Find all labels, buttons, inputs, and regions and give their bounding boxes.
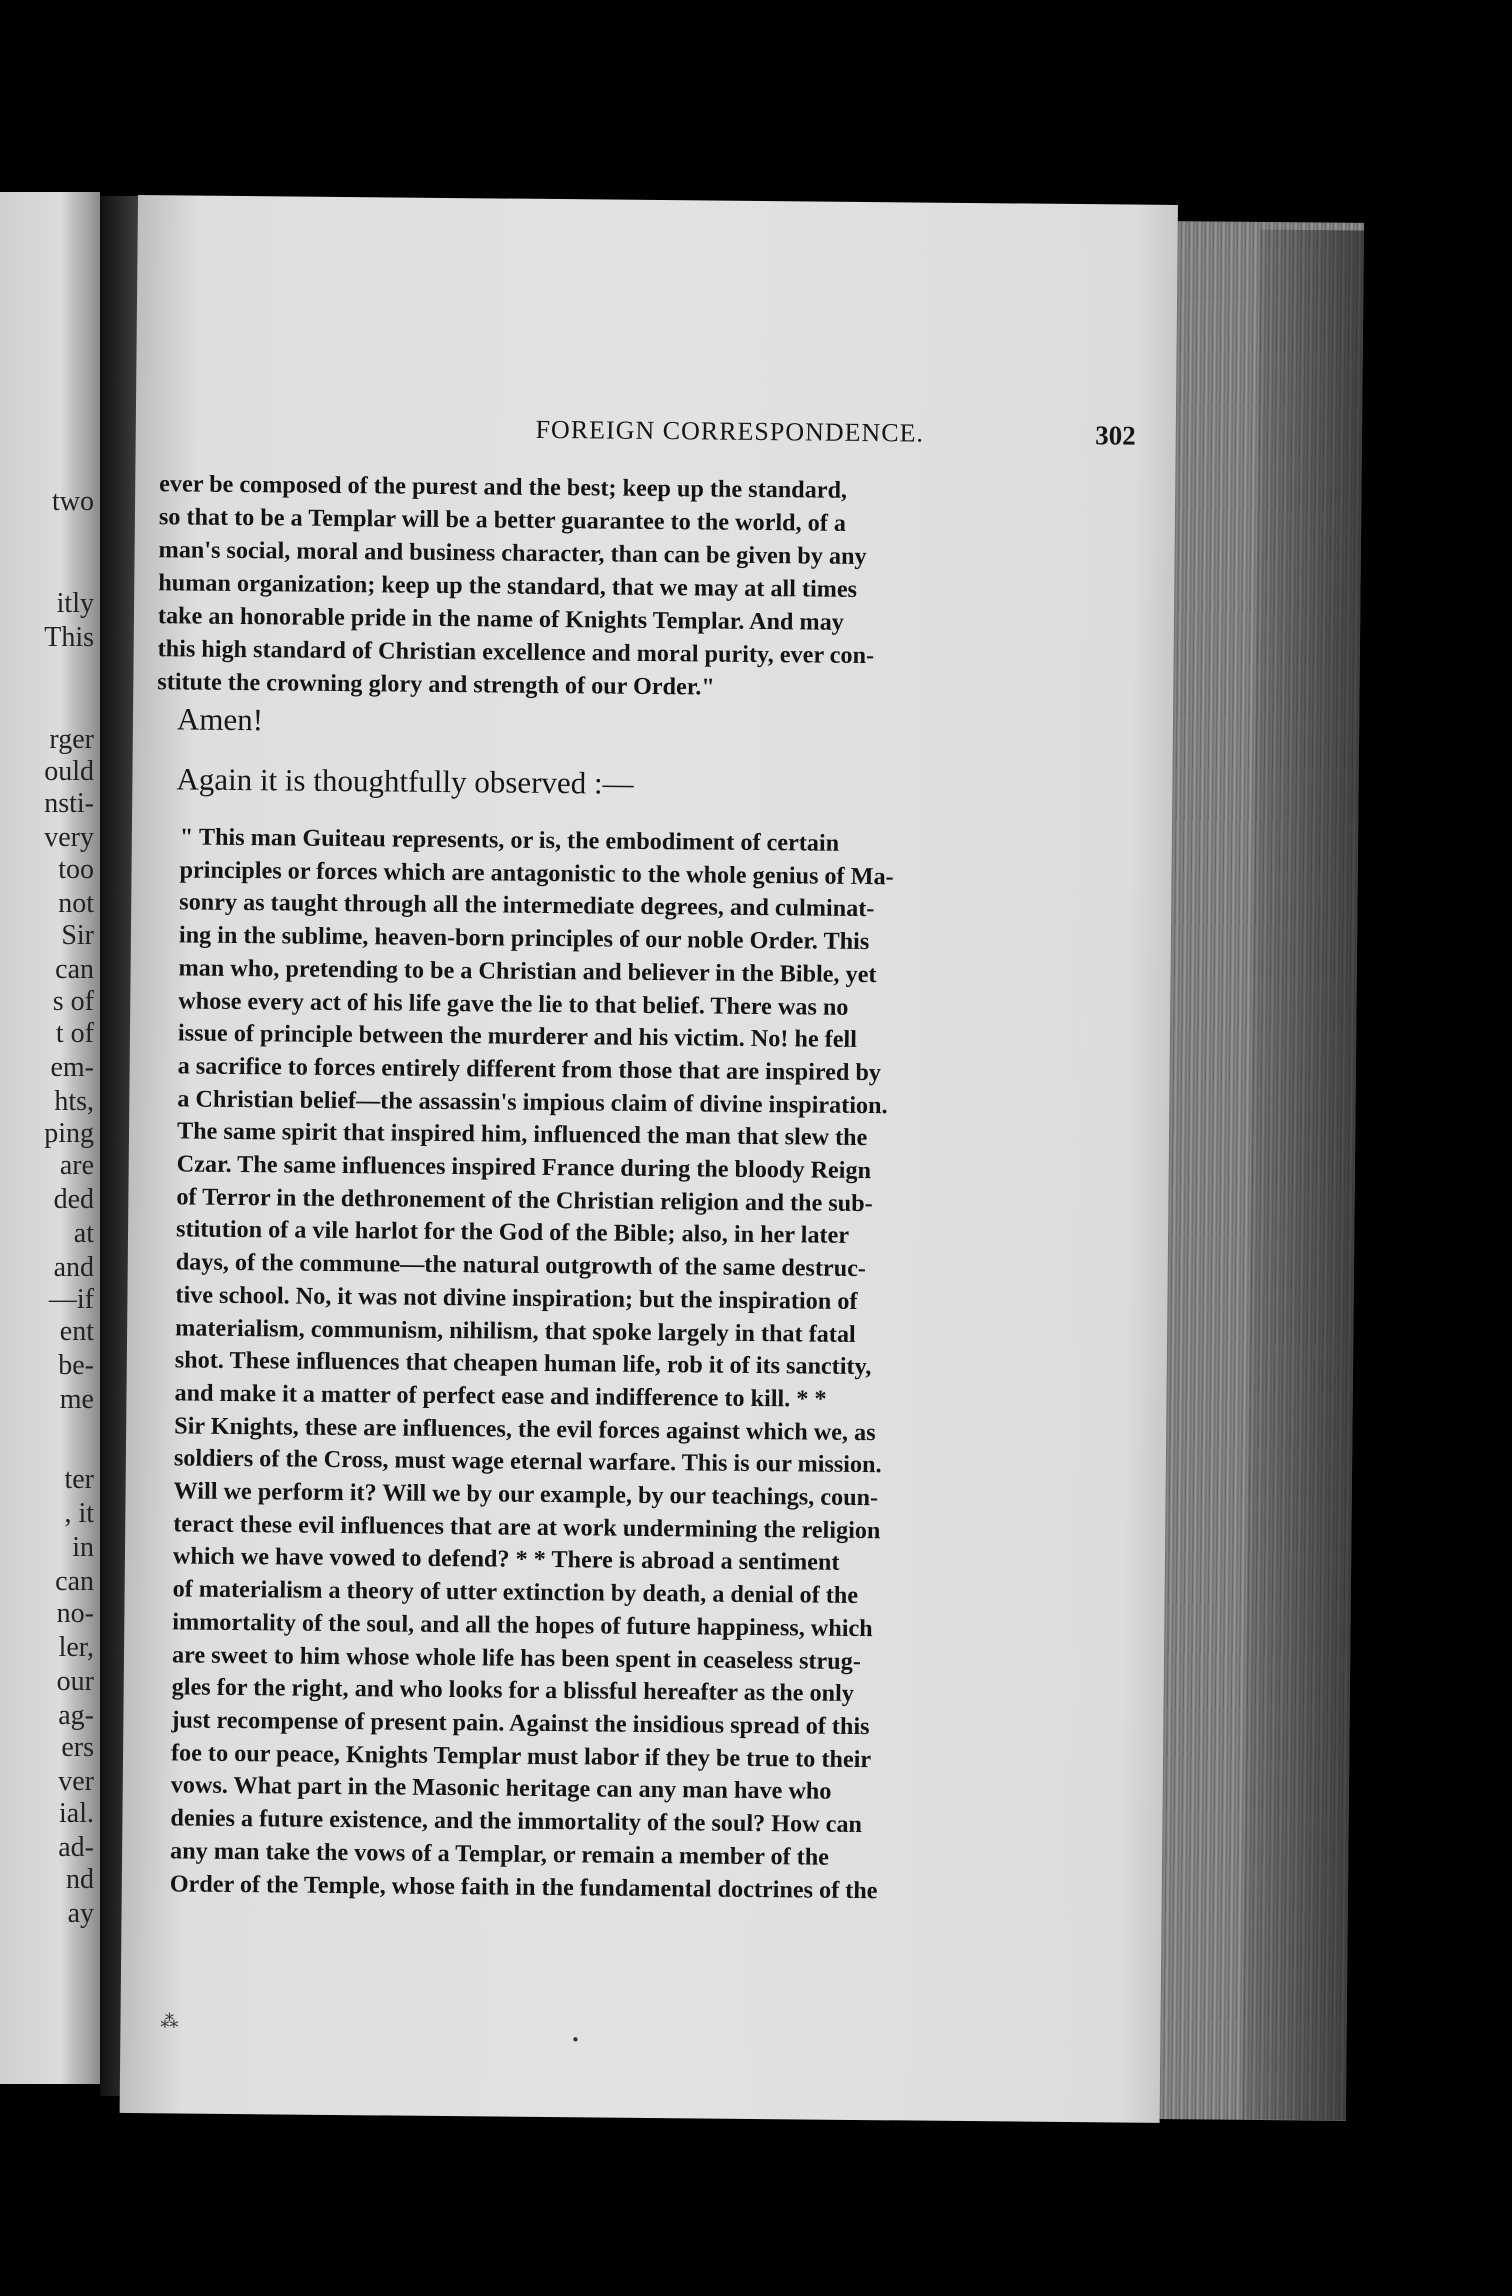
quote2-line: a Christian belief—the assassin's impious claim of divine inspiration.	[177, 1085, 888, 1119]
quote2-line: issue of principle between the murderer and his victim. No! he fell	[177, 1019, 858, 1054]
left-page-fragment: ay	[67, 1898, 94, 1929]
left-page-fragment: nd	[66, 1864, 94, 1895]
quote2-line: days, of the commune—the natural outgrowth of the same destruc-	[175, 1248, 867, 1283]
left-page-fragment: at	[73, 1218, 94, 1249]
left-page-fragment: no-	[56, 1598, 94, 1629]
quote2-line: of Terror in the dethronement of the Christian religion and the sub-	[176, 1183, 873, 1217]
quote2-line: principles or forces which are antagonistic to the whole genius of Ma-	[179, 856, 894, 890]
left-page-fragment: ping	[44, 1118, 94, 1149]
left-page-fragment: t of	[55, 1018, 94, 1049]
left-page-fragment: ers	[61, 1732, 94, 1763]
left-page-edge	[0, 192, 100, 2084]
quote2-line: shot. These influences that cheapen human life, rob it of its sanctity,	[174, 1346, 872, 1381]
page-number: 302	[1095, 420, 1136, 451]
quote1-line: human organization; keep up the standard, that we may at all times	[158, 569, 858, 603]
quote2-line: which we have vowed to defend? * * There is abroad a sentiment	[172, 1542, 840, 1577]
quote2-line: The same spirit that inspired him, influenced the man that slew the	[176, 1117, 868, 1152]
quote2-line: and make it a matter of perfect ease and indifference to kill. * *	[174, 1379, 827, 1413]
quote2-line: denies a future existence, and the immortality of the soul? How can	[170, 1804, 863, 1839]
left-page-fragment: ter	[64, 1464, 94, 1495]
left-page-fragment: are	[59, 1150, 94, 1181]
quote1-line: stitute the crowning glory and strength of our Order."	[157, 668, 715, 701]
left-page-fragment: too	[58, 854, 94, 885]
stray-mark: ⁂	[160, 2011, 179, 2032]
left-page-fragment: can	[55, 954, 94, 985]
left-page-fragment: ad-	[58, 1832, 94, 1863]
quote2-line: man who, pretending to be a Christian and believer in the Bible, yet	[178, 954, 877, 988]
left-page-fragment: This	[44, 622, 94, 653]
quote-paragraph-1	[157, 467, 1111, 707]
quote2-line: of materialism a theory of utter extinction by death, a denial of the	[172, 1575, 859, 1610]
quote1-line: ever be composed of the purest and the best; keep up the standard,	[159, 470, 848, 504]
left-page-fragment: in	[72, 1532, 94, 1563]
quote1-line: so that to be a Templar will be a better guarantee to the world, of a	[158, 503, 847, 537]
quote2-line: Order of the Temple, whose faith in the fundamental doctrines of the	[169, 1869, 878, 1904]
left-page-fragment: itly	[56, 588, 94, 619]
quote2-line: vows. What part in the Masonic heritage can any man have who	[170, 1771, 832, 1806]
left-page-fragment: ent	[59, 1316, 94, 1347]
book-page	[120, 195, 1178, 2123]
quote2-line: teract these evil influences that are at work undermining the religion	[173, 1510, 881, 1544]
quote1-line: man's social, moral and business character, than can be given by any	[158, 536, 867, 571]
quote2-line: any man take the vows of a Templar, or remain a member of the	[170, 1837, 830, 1871]
quote2-line: Sir Knights, these are influences, the evil forces against which we, as	[174, 1412, 876, 1446]
left-page-fragment: ial.	[59, 1798, 94, 1829]
quote1-line: take an honorable pride in the name of Knights Templar. And may	[157, 602, 844, 636]
left-page-fragment: em-	[50, 1052, 94, 1083]
quote2-line: Will we perform it? Will we by our example, by our teachings, coun-	[173, 1477, 879, 1512]
stray-mark: •	[572, 2029, 579, 2050]
left-page-fragment: ag-	[58, 1700, 94, 1731]
quote2-line: stitution of a vile harlot for the God of the Bible; also, in her later	[175, 1215, 850, 1250]
left-page-fragment: nsti-	[44, 788, 94, 819]
quote2-line: just recompense of present pain. Against the insidious spread of this	[171, 1706, 870, 1741]
quote2-line: soldiers of the Cross, must wage eternal warfare. This is our mission.	[173, 1444, 882, 1479]
left-page-fragment: ver	[58, 1766, 94, 1797]
quote2-line: sonry as taught through all the intermediate degrees, and culminat-	[179, 888, 875, 923]
quote2-line: are sweet to him whose whole life has been spent in ceaseless strug-	[171, 1640, 861, 1675]
quote2-line: materialism, communism, nihilism, that spoke largely in that fatal	[175, 1313, 856, 1348]
quote2-line: gles for the right, and who looks for a blissful hereafter as the only	[171, 1673, 855, 1708]
fore-edge-shadow	[1242, 230, 1364, 2121]
left-page-fragment: and	[53, 1252, 94, 1283]
left-page-fragment: Sir	[61, 920, 94, 951]
left-page-fragment: ould	[44, 756, 94, 787]
quote2-line: foe to our peace, Knights Templar must labor if they be true to their	[170, 1739, 872, 1773]
running-head: FOREIGN CORRESPONDENCE.	[535, 414, 925, 448]
left-page-fragment: —if	[48, 1284, 94, 1315]
quote2-line: whose every act of his life gave the lie to that belief. There was no	[178, 986, 849, 1021]
left-page-fragment: s of	[52, 986, 94, 1017]
left-page-fragment: hts,	[54, 1086, 94, 1117]
left-page-fragment: rger	[49, 724, 94, 755]
left-page-fragment: ler,	[58, 1632, 94, 1663]
quote2-line: ing in the sublime, heaven-born principles of our noble Order. This	[178, 921, 870, 956]
left-page-fragment: ded	[53, 1184, 94, 1215]
left-page-fragment: can	[55, 1566, 94, 1597]
quote2-line: Czar. The same influences inspired France during the bloody Reign	[176, 1150, 872, 1185]
left-page-fragment: me	[59, 1384, 94, 1415]
again-line: Again it is thoughtfully observed :—	[176, 761, 634, 801]
quote2-line: " This man Guiteau represents, or is, the embodiment of certain	[179, 823, 840, 857]
left-page-fragment: not	[58, 888, 94, 919]
quote2-line: immortality of the soul, and all the hopes of future happiness, which	[172, 1608, 873, 1643]
quote1-line: this high standard of Christian excellence and moral purity, ever con-	[157, 635, 875, 670]
left-page-fragment: , it	[64, 1498, 94, 1529]
left-page-fragment: two	[52, 486, 94, 517]
quote2-line: tive school. No, it was not divine inspiration; but the inspiration of	[175, 1281, 858, 1315]
amen-line: Amen!	[176, 701, 264, 738]
quote-paragraph-2	[146, 821, 1108, 1909]
left-page-fragment: very	[44, 822, 94, 853]
left-page-fragment: our	[56, 1666, 94, 1697]
left-page-fragment: be-	[58, 1350, 94, 1381]
quote2-line: a sacrifice to forces entirely different from those that are inspired by	[177, 1052, 882, 1087]
